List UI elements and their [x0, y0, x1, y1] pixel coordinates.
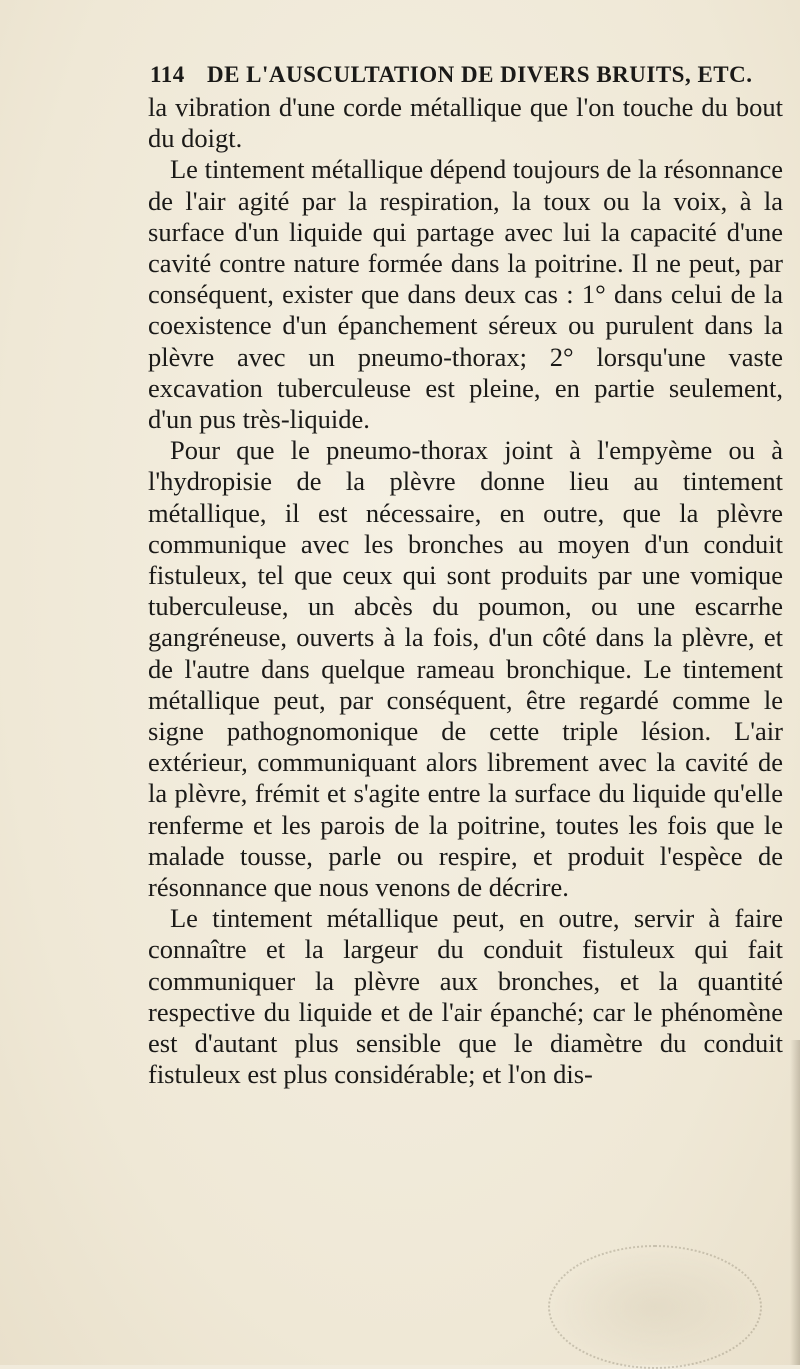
body-text [148, 92, 783, 1091]
page-number: 114 [150, 62, 185, 87]
paragraph: Pour que le pneumo-thorax joint à l'empyème ou à l'hydropisie de la plèvre donne lieu au tintement métallique, il est nécessaire, en outre, que la plèvre communique avec les bronches au moyen d'un conduit fistuleux, tel que ceux qui sont produits par une vomique tuberculeuse, un abcès du poumon, ou une escarrhe gangréneuse, ouverts à la fois, d'un côté dans la plèvre, et de l'autre dans quelque rameau bronchique. Le tintement métallique peut, par conséquent, être regardé comme le signe pathognomonique de cette triple lésion. L'air extérieur, communiquant alors librement avec la cavité de la plèvre, frémit et s'agite entre la surface du liquide qu'elle renferme et les parois de la poitrine, toutes les fois que le malade tousse, parle ou respire, et produit l'espèce de résonnance que nous venons de décrire. [148, 435, 783, 903]
page-header [150, 62, 753, 88]
running-title: DE L'AUSCULTATION DE DIVERS BRUITS, ETC. [206, 62, 753, 87]
paragraph-continuation: la vibration d'une corde métallique que l'on touche du bout du doigt. [148, 92, 783, 154]
paragraph: Le tintement métallique dépend toujours de la résonnance de l'air agité par la respiration, la toux ou la voix, à la surface d'un liquide qui partage avec lui la capacité d'une cavité contre nature formée dans la poitrine. Il ne peut, par conséquent, exister que dans deux cas : 1° dans celui de la coexistence d'un épanchement séreux ou purulent dans la plèvre avec un pneumo-thorax; 2° lorsqu'une vaste excavation tuberculeuse est pleine, en partie seulement, d'un pus très-liquide. [148, 154, 783, 435]
library-stamp-mark [548, 1245, 762, 1369]
paragraph: Le tintement métallique peut, en outre, servir à faire connaître et la largeur du conduit fistuleux qui fait communiquer la plèvre aux bronches, et la quantité respective du liquide et de l'air épanché; car le phénomène est d'autant plus sensible que le diamètre du conduit fistuleux est plus considérable; et l'on dis- [148, 903, 783, 1090]
page-edge-shadow [790, 1040, 800, 1365]
